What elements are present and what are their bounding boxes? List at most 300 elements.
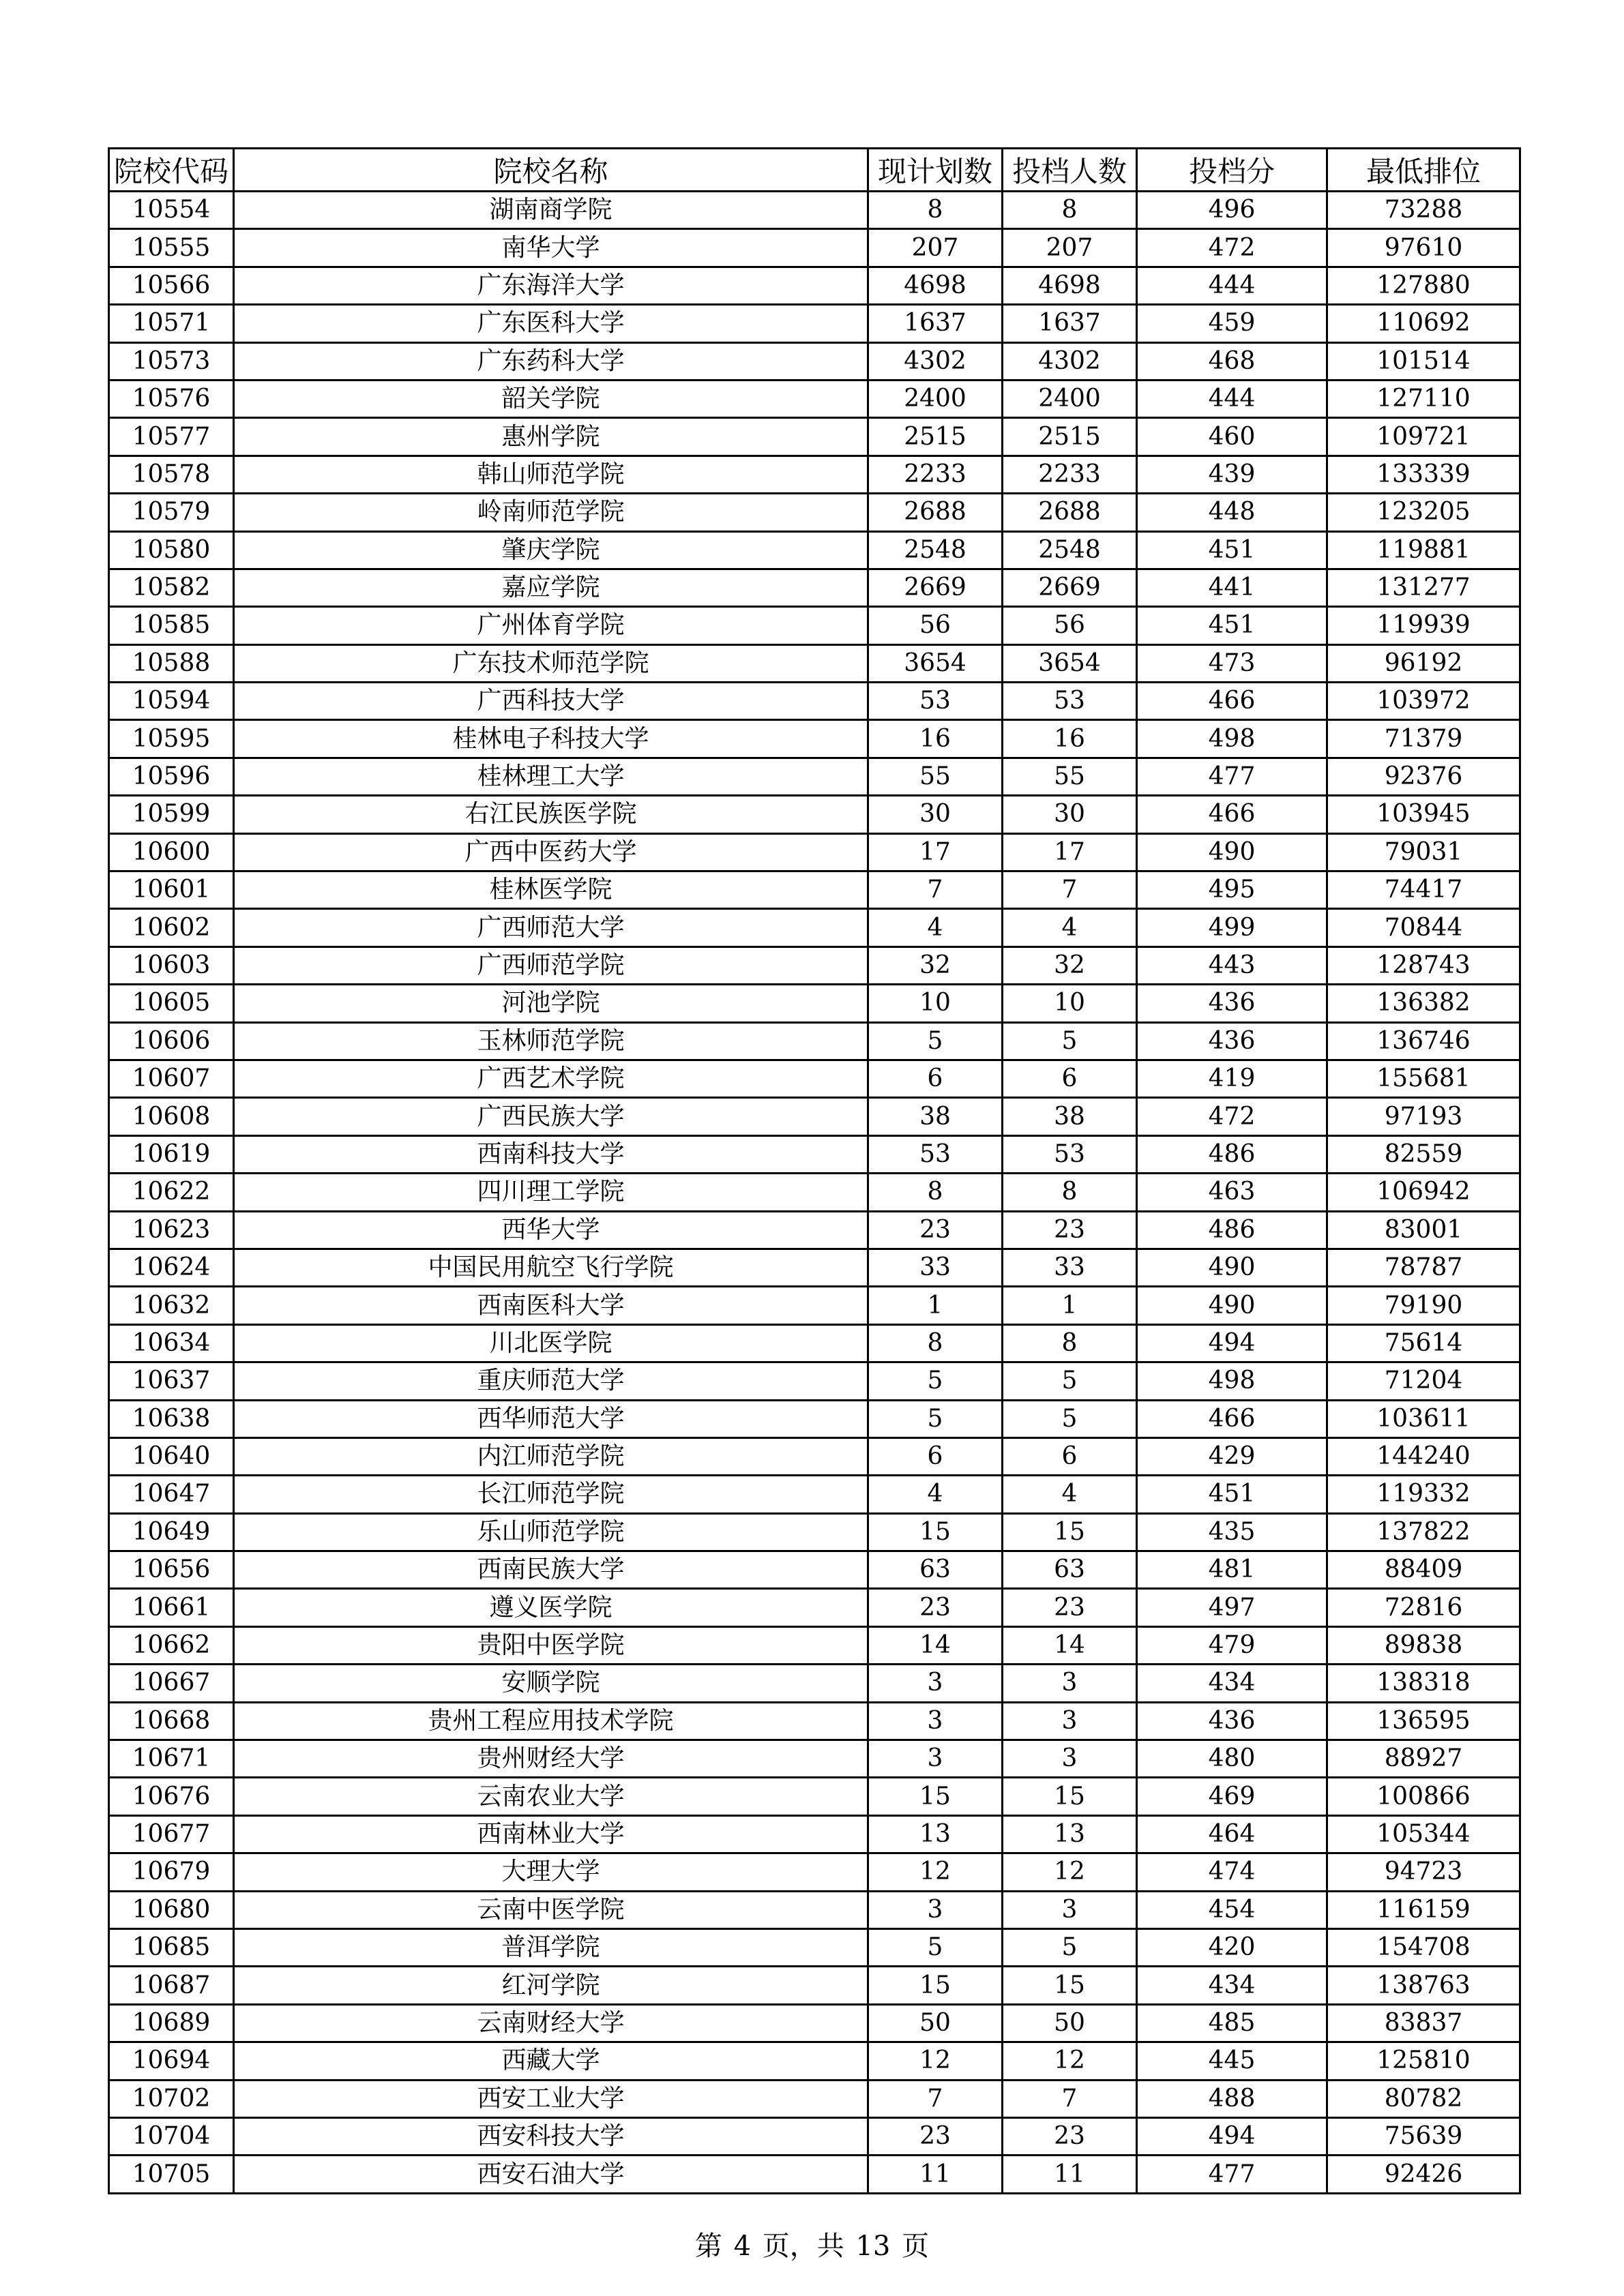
cell-admitted-count: 4698 xyxy=(1003,267,1137,304)
cell-cutoff-score: 454 xyxy=(1137,1891,1327,1928)
admission-table xyxy=(108,147,1521,2194)
cell-lowest-rank: 94723 xyxy=(1327,1853,1520,1891)
cell-lowest-rank: 119939 xyxy=(1327,607,1520,644)
header-plan-count: 现计划数 xyxy=(868,149,1003,192)
cell-school-code: 10582 xyxy=(109,569,234,606)
cell-cutoff-score: 448 xyxy=(1137,494,1327,531)
cell-lowest-rank: 137822 xyxy=(1327,1513,1520,1551)
cell-admitted-count: 8 xyxy=(1003,1174,1137,1211)
cell-lowest-rank: 127110 xyxy=(1327,380,1520,417)
cell-lowest-rank: 103611 xyxy=(1327,1400,1520,1437)
cell-cutoff-score: 436 xyxy=(1137,985,1327,1022)
cell-lowest-rank: 83837 xyxy=(1327,2004,1520,2042)
cell-plan-count: 15 xyxy=(868,1513,1003,1551)
cell-cutoff-score: 444 xyxy=(1137,267,1327,304)
cell-plan-count: 32 xyxy=(868,946,1003,984)
table-row xyxy=(109,305,1520,342)
cell-school-code: 10687 xyxy=(109,1967,234,2004)
header-admitted-count: 投档人数 xyxy=(1003,149,1137,192)
cell-cutoff-score: 494 xyxy=(1137,2117,1327,2155)
cell-admitted-count: 53 xyxy=(1003,683,1137,720)
cell-cutoff-score: 494 xyxy=(1137,1324,1327,1362)
cell-school-name: 西南林业大学 xyxy=(234,1815,868,1853)
cell-cutoff-score: 479 xyxy=(1137,1626,1327,1664)
table-row xyxy=(109,1815,1520,1853)
cell-lowest-rank: 74417 xyxy=(1327,871,1520,909)
cell-school-name: 大理大学 xyxy=(234,1853,868,1891)
cell-school-name: 韩山师范学院 xyxy=(234,456,868,493)
cell-lowest-rank: 131277 xyxy=(1327,569,1520,606)
cell-school-name: 广州体育学院 xyxy=(234,607,868,644)
cell-school-name: 中国民用航空飞行学院 xyxy=(234,1249,868,1286)
cell-plan-count: 2515 xyxy=(868,418,1003,456)
cell-plan-count: 56 xyxy=(868,607,1003,644)
table-row xyxy=(109,1891,1520,1928)
cell-admitted-count: 7 xyxy=(1003,871,1137,909)
page-footer xyxy=(0,2224,1624,2263)
cell-school-name: 广西中医药大学 xyxy=(234,833,868,871)
cell-cutoff-score: 439 xyxy=(1137,456,1327,493)
cell-school-name: 西安科技大学 xyxy=(234,2117,868,2155)
cell-admitted-count: 2400 xyxy=(1003,380,1137,417)
cell-cutoff-score: 466 xyxy=(1137,796,1327,833)
cell-plan-count: 50 xyxy=(868,2004,1003,2042)
cell-plan-count: 30 xyxy=(868,796,1003,833)
cell-lowest-rank: 78787 xyxy=(1327,1249,1520,1286)
cell-lowest-rank: 80782 xyxy=(1327,2080,1520,2117)
cell-lowest-rank: 133339 xyxy=(1327,456,1520,493)
cell-admitted-count: 33 xyxy=(1003,1249,1137,1286)
header-school-name: 院校名称 xyxy=(234,149,868,192)
table-row xyxy=(109,494,1520,531)
cell-cutoff-score: 435 xyxy=(1137,1513,1327,1551)
cell-lowest-rank: 119332 xyxy=(1327,1476,1520,1513)
cell-cutoff-score: 434 xyxy=(1137,1665,1327,1702)
cell-lowest-rank: 119881 xyxy=(1327,531,1520,569)
cell-plan-count: 16 xyxy=(868,720,1003,758)
cell-admitted-count: 38 xyxy=(1003,1098,1137,1135)
cell-school-code: 10694 xyxy=(109,2042,234,2080)
cell-plan-count: 4 xyxy=(868,909,1003,946)
cell-plan-count: 23 xyxy=(868,1589,1003,1626)
cell-admitted-count: 13 xyxy=(1003,1815,1137,1853)
cell-admitted-count: 10 xyxy=(1003,985,1137,1022)
cell-admitted-count: 32 xyxy=(1003,946,1137,984)
cell-admitted-count: 16 xyxy=(1003,720,1137,758)
cell-admitted-count: 12 xyxy=(1003,2042,1137,2080)
table-row xyxy=(109,2042,1520,2080)
cell-cutoff-score: 451 xyxy=(1137,607,1327,644)
cell-lowest-rank: 82559 xyxy=(1327,1135,1520,1173)
table-row xyxy=(109,1362,1520,1400)
cell-school-code: 10623 xyxy=(109,1211,234,1249)
cell-lowest-rank: 71204 xyxy=(1327,1362,1520,1400)
cell-school-name: 西华大学 xyxy=(234,1211,868,1249)
cell-lowest-rank: 100866 xyxy=(1327,1778,1520,1815)
table-row xyxy=(109,267,1520,304)
cell-plan-count: 2400 xyxy=(868,380,1003,417)
cell-cutoff-score: 463 xyxy=(1137,1174,1327,1211)
cell-admitted-count: 12 xyxy=(1003,1853,1137,1891)
cell-school-name: 西安石油大学 xyxy=(234,2156,868,2193)
cell-admitted-count: 15 xyxy=(1003,1967,1137,2004)
cell-admitted-count: 5 xyxy=(1003,1928,1137,1966)
cell-lowest-rank: 88409 xyxy=(1327,1551,1520,1589)
cell-school-name: 嘉应学院 xyxy=(234,569,868,606)
cell-school-code: 10662 xyxy=(109,1626,234,1664)
cell-lowest-rank: 96192 xyxy=(1327,644,1520,682)
cell-admitted-count: 6 xyxy=(1003,1060,1137,1097)
cell-plan-count: 12 xyxy=(868,2042,1003,2080)
cell-school-code: 10573 xyxy=(109,342,234,380)
cell-school-name: 乐山师范学院 xyxy=(234,1513,868,1551)
cell-school-code: 10577 xyxy=(109,418,234,456)
cell-school-name: 广东海洋大学 xyxy=(234,267,868,304)
table-row xyxy=(109,2080,1520,2117)
table-row xyxy=(109,2156,1520,2193)
cell-school-name: 广西师范学院 xyxy=(234,946,868,984)
cell-lowest-rank: 89838 xyxy=(1327,1626,1520,1664)
cell-lowest-rank: 88927 xyxy=(1327,1740,1520,1778)
table-row xyxy=(109,1665,1520,1702)
cell-admitted-count: 4 xyxy=(1003,909,1137,946)
cell-admitted-count: 3 xyxy=(1003,1740,1137,1778)
table-row xyxy=(109,1211,1520,1249)
table-row xyxy=(109,1928,1520,1966)
cell-plan-count: 8 xyxy=(868,1324,1003,1362)
cell-admitted-count: 15 xyxy=(1003,1778,1137,1815)
cell-lowest-rank: 110692 xyxy=(1327,305,1520,342)
cell-admitted-count: 8 xyxy=(1003,192,1137,229)
cell-school-name: 西华师范大学 xyxy=(234,1400,868,1437)
cell-lowest-rank: 155681 xyxy=(1327,1060,1520,1097)
footer-page-number: 4 xyxy=(733,2231,752,2262)
cell-school-name: 河池学院 xyxy=(234,985,868,1022)
cell-school-name: 岭南师范学院 xyxy=(234,494,868,531)
cell-cutoff-score: 486 xyxy=(1137,1135,1327,1173)
cell-school-code: 10640 xyxy=(109,1437,234,1475)
cell-cutoff-score: 469 xyxy=(1137,1778,1327,1815)
cell-school-code: 10601 xyxy=(109,871,234,909)
cell-cutoff-score: 419 xyxy=(1137,1060,1327,1097)
cell-plan-count: 5 xyxy=(868,1400,1003,1437)
cell-lowest-rank: 128743 xyxy=(1327,946,1520,984)
cell-school-name: 桂林医学院 xyxy=(234,871,868,909)
cell-plan-count: 10 xyxy=(868,985,1003,1022)
cell-school-name: 广西民族大学 xyxy=(234,1098,868,1135)
cell-school-code: 10580 xyxy=(109,531,234,569)
cell-admitted-count: 5 xyxy=(1003,1362,1137,1400)
cell-lowest-rank: 79190 xyxy=(1327,1287,1520,1324)
cell-school-name: 西安工业大学 xyxy=(234,2080,868,2117)
cell-lowest-rank: 103945 xyxy=(1327,796,1520,833)
cell-plan-count: 5 xyxy=(868,1928,1003,1966)
cell-plan-count: 3 xyxy=(868,1665,1003,1702)
table-row xyxy=(109,1589,1520,1626)
cell-school-name: 四川理工学院 xyxy=(234,1174,868,1211)
cell-plan-count: 2233 xyxy=(868,456,1003,493)
cell-plan-count: 7 xyxy=(868,871,1003,909)
cell-admitted-count: 1637 xyxy=(1003,305,1137,342)
cell-lowest-rank: 97193 xyxy=(1327,1098,1520,1135)
cell-cutoff-score: 498 xyxy=(1137,1362,1327,1400)
cell-lowest-rank: 138318 xyxy=(1327,1665,1520,1702)
cell-cutoff-score: 477 xyxy=(1137,758,1327,795)
cell-admitted-count: 3 xyxy=(1003,1891,1137,1928)
cell-cutoff-score: 436 xyxy=(1137,1022,1327,1060)
table-row xyxy=(109,1324,1520,1362)
cell-school-code: 10605 xyxy=(109,985,234,1022)
cell-school-code: 10588 xyxy=(109,644,234,682)
cell-admitted-count: 55 xyxy=(1003,758,1137,795)
cell-cutoff-score: 466 xyxy=(1137,1400,1327,1437)
cell-lowest-rank: 138763 xyxy=(1327,1967,1520,2004)
cell-cutoff-score: 473 xyxy=(1137,644,1327,682)
cell-school-name: 西南医科大学 xyxy=(234,1287,868,1324)
cell-school-name: 右江民族医学院 xyxy=(234,796,868,833)
cell-cutoff-score: 444 xyxy=(1137,380,1327,417)
cell-school-code: 10634 xyxy=(109,1324,234,1362)
table-row xyxy=(109,2117,1520,2155)
cell-school-name: 贵州工程应用技术学院 xyxy=(234,1702,868,1740)
cell-school-code: 10704 xyxy=(109,2117,234,2155)
cell-plan-count: 5 xyxy=(868,1362,1003,1400)
table-row xyxy=(109,1287,1520,1324)
cell-plan-count: 3 xyxy=(868,1702,1003,1740)
table-row xyxy=(109,1437,1520,1475)
cell-lowest-rank: 72816 xyxy=(1327,1589,1520,1626)
cell-school-name: 云南中医学院 xyxy=(234,1891,868,1928)
cell-school-name: 惠州学院 xyxy=(234,418,868,456)
cell-plan-count: 1637 xyxy=(868,305,1003,342)
cell-school-name: 桂林电子科技大学 xyxy=(234,720,868,758)
cell-admitted-count: 4 xyxy=(1003,1476,1137,1513)
table-row xyxy=(109,531,1520,569)
cell-school-code: 10576 xyxy=(109,380,234,417)
cell-lowest-rank: 75639 xyxy=(1327,2117,1520,2155)
cell-cutoff-score: 451 xyxy=(1137,1476,1327,1513)
cell-school-code: 10702 xyxy=(109,2080,234,2117)
table-row xyxy=(109,2004,1520,2042)
cell-plan-count: 12 xyxy=(868,1853,1003,1891)
table-row xyxy=(109,607,1520,644)
cell-plan-count: 3 xyxy=(868,1891,1003,1928)
cell-admitted-count: 5 xyxy=(1003,1400,1137,1437)
cell-lowest-rank: 103972 xyxy=(1327,683,1520,720)
cell-cutoff-score: 490 xyxy=(1137,833,1327,871)
cell-plan-count: 33 xyxy=(868,1249,1003,1286)
cell-school-name: 贵州财经大学 xyxy=(234,1740,868,1778)
cell-cutoff-score: 497 xyxy=(1137,1589,1327,1626)
cell-admitted-count: 15 xyxy=(1003,1513,1137,1551)
table-row xyxy=(109,644,1520,682)
cell-school-code: 10554 xyxy=(109,192,234,229)
cell-school-code: 10596 xyxy=(109,758,234,795)
cell-cutoff-score: 490 xyxy=(1137,1249,1327,1286)
cell-plan-count: 53 xyxy=(868,683,1003,720)
cell-school-name: 普洱学院 xyxy=(234,1928,868,1966)
table-row xyxy=(109,1400,1520,1437)
table-row xyxy=(109,1551,1520,1589)
header-cutoff-score: 投档分 xyxy=(1137,149,1327,192)
cell-admitted-count: 207 xyxy=(1003,229,1137,267)
cell-school-code: 10624 xyxy=(109,1249,234,1286)
cell-lowest-rank: 92426 xyxy=(1327,2156,1520,2193)
cell-lowest-rank: 106942 xyxy=(1327,1174,1520,1211)
cell-plan-count: 15 xyxy=(868,1967,1003,2004)
cell-school-code: 10594 xyxy=(109,683,234,720)
table-row xyxy=(109,1174,1520,1211)
cell-school-name: 西藏大学 xyxy=(234,2042,868,2080)
cell-cutoff-score: 486 xyxy=(1137,1211,1327,1249)
table-row xyxy=(109,720,1520,758)
cell-school-name: 红河学院 xyxy=(234,1967,868,2004)
cell-school-name: 广东医科大学 xyxy=(234,305,868,342)
cell-admitted-count: 8 xyxy=(1003,1324,1137,1362)
cell-school-name: 南华大学 xyxy=(234,229,868,267)
cell-admitted-count: 2233 xyxy=(1003,456,1137,493)
cell-plan-count: 2688 xyxy=(868,494,1003,531)
cell-plan-count: 53 xyxy=(868,1135,1003,1173)
cell-admitted-count: 63 xyxy=(1003,1551,1137,1589)
cell-cutoff-score: 495 xyxy=(1137,871,1327,909)
cell-cutoff-score: 474 xyxy=(1137,1853,1327,1891)
footer-total-pages: 13 xyxy=(855,2231,891,2262)
cell-school-name: 内江师范学院 xyxy=(234,1437,868,1475)
cell-school-code: 10632 xyxy=(109,1287,234,1324)
cell-cutoff-score: 472 xyxy=(1137,229,1327,267)
cell-school-code: 10679 xyxy=(109,1853,234,1891)
cell-school-code: 10638 xyxy=(109,1400,234,1437)
cell-lowest-rank: 92376 xyxy=(1327,758,1520,795)
cell-cutoff-score: 496 xyxy=(1137,192,1327,229)
table-row xyxy=(109,1853,1520,1891)
cell-admitted-count: 3654 xyxy=(1003,644,1137,682)
cell-plan-count: 5 xyxy=(868,1022,1003,1060)
cell-cutoff-score: 460 xyxy=(1137,418,1327,456)
cell-school-code: 10667 xyxy=(109,1665,234,1702)
cell-admitted-count: 17 xyxy=(1003,833,1137,871)
header-school-code: 院校代码 xyxy=(109,149,234,192)
cell-admitted-count: 23 xyxy=(1003,2117,1137,2155)
cell-school-code: 10606 xyxy=(109,1022,234,1060)
cell-school-name: 湖南商学院 xyxy=(234,192,868,229)
cell-plan-count: 6 xyxy=(868,1437,1003,1475)
cell-admitted-count: 2548 xyxy=(1003,531,1137,569)
cell-school-code: 10656 xyxy=(109,1551,234,1589)
cell-admitted-count: 14 xyxy=(1003,1626,1137,1664)
cell-admitted-count: 2515 xyxy=(1003,418,1137,456)
cell-school-name: 遵义医学院 xyxy=(234,1589,868,1626)
table-row xyxy=(109,456,1520,493)
cell-school-code: 10555 xyxy=(109,229,234,267)
table-row xyxy=(109,1967,1520,2004)
table-row xyxy=(109,1626,1520,1664)
cell-lowest-rank: 109721 xyxy=(1327,418,1520,456)
cell-school-name: 广东药科大学 xyxy=(234,342,868,380)
cell-school-code: 10647 xyxy=(109,1476,234,1513)
cell-cutoff-score: 468 xyxy=(1137,342,1327,380)
cell-plan-count: 6 xyxy=(868,1060,1003,1097)
cell-plan-count: 4302 xyxy=(868,342,1003,380)
cell-school-name: 云南农业大学 xyxy=(234,1778,868,1815)
cell-school-code: 10579 xyxy=(109,494,234,531)
cell-lowest-rank: 101514 xyxy=(1327,342,1520,380)
cell-lowest-rank: 73288 xyxy=(1327,192,1520,229)
cell-cutoff-score: 485 xyxy=(1137,2004,1327,2042)
cell-cutoff-score: 459 xyxy=(1137,305,1327,342)
table-row xyxy=(109,683,1520,720)
cell-cutoff-score: 445 xyxy=(1137,2042,1327,2080)
cell-lowest-rank: 123205 xyxy=(1327,494,1520,531)
cell-lowest-rank: 154708 xyxy=(1327,1928,1520,1966)
table-row xyxy=(109,909,1520,946)
cell-plan-count: 17 xyxy=(868,833,1003,871)
table-row xyxy=(109,1022,1520,1060)
cell-admitted-count: 6 xyxy=(1003,1437,1137,1475)
cell-plan-count: 1 xyxy=(868,1287,1003,1324)
cell-cutoff-score: 451 xyxy=(1137,531,1327,569)
cell-admitted-count: 4302 xyxy=(1003,342,1137,380)
cell-cutoff-score: 477 xyxy=(1137,2156,1327,2193)
table-row xyxy=(109,833,1520,871)
cell-plan-count: 23 xyxy=(868,1211,1003,1249)
cell-school-code: 10566 xyxy=(109,267,234,304)
cell-cutoff-score: 498 xyxy=(1137,720,1327,758)
cell-lowest-rank: 70844 xyxy=(1327,909,1520,946)
table-row xyxy=(109,1476,1520,1513)
cell-lowest-rank: 136382 xyxy=(1327,985,1520,1022)
cell-school-code: 10578 xyxy=(109,456,234,493)
cell-admitted-count: 11 xyxy=(1003,2156,1137,2193)
cell-cutoff-score: 499 xyxy=(1137,909,1327,946)
cell-school-name: 川北医学院 xyxy=(234,1324,868,1362)
cell-plan-count: 3 xyxy=(868,1740,1003,1778)
cell-cutoff-score: 436 xyxy=(1137,1702,1327,1740)
table-row xyxy=(109,342,1520,380)
cell-school-name: 广西艺术学院 xyxy=(234,1060,868,1097)
cell-admitted-count: 7 xyxy=(1003,2080,1137,2117)
cell-school-code: 10585 xyxy=(109,607,234,644)
cell-plan-count: 14 xyxy=(868,1626,1003,1664)
cell-school-code: 10649 xyxy=(109,1513,234,1551)
cell-plan-count: 207 xyxy=(868,229,1003,267)
cell-plan-count: 3654 xyxy=(868,644,1003,682)
cell-lowest-rank: 83001 xyxy=(1327,1211,1520,1249)
cell-school-code: 10599 xyxy=(109,796,234,833)
cell-cutoff-score: 466 xyxy=(1137,683,1327,720)
cell-school-code: 10571 xyxy=(109,305,234,342)
table-row xyxy=(109,1513,1520,1551)
cell-lowest-rank: 136746 xyxy=(1327,1022,1520,1060)
cell-lowest-rank: 116159 xyxy=(1327,1891,1520,1928)
cell-school-name: 重庆师范大学 xyxy=(234,1362,868,1400)
table-row xyxy=(109,985,1520,1022)
cell-lowest-rank: 105344 xyxy=(1327,1815,1520,1853)
cell-cutoff-score: 480 xyxy=(1137,1740,1327,1778)
cell-admitted-count: 30 xyxy=(1003,796,1137,833)
cell-school-code: 10680 xyxy=(109,1891,234,1928)
cell-admitted-count: 3 xyxy=(1003,1665,1137,1702)
cell-plan-count: 13 xyxy=(868,1815,1003,1853)
cell-plan-count: 23 xyxy=(868,2117,1003,2155)
cell-school-code: 10622 xyxy=(109,1174,234,1211)
cell-school-code: 10668 xyxy=(109,1702,234,1740)
cell-cutoff-score: 481 xyxy=(1137,1551,1327,1589)
cell-school-name: 肇庆学院 xyxy=(234,531,868,569)
cell-school-name: 长江师范学院 xyxy=(234,1476,868,1513)
cell-school-name: 韶关学院 xyxy=(234,380,868,417)
